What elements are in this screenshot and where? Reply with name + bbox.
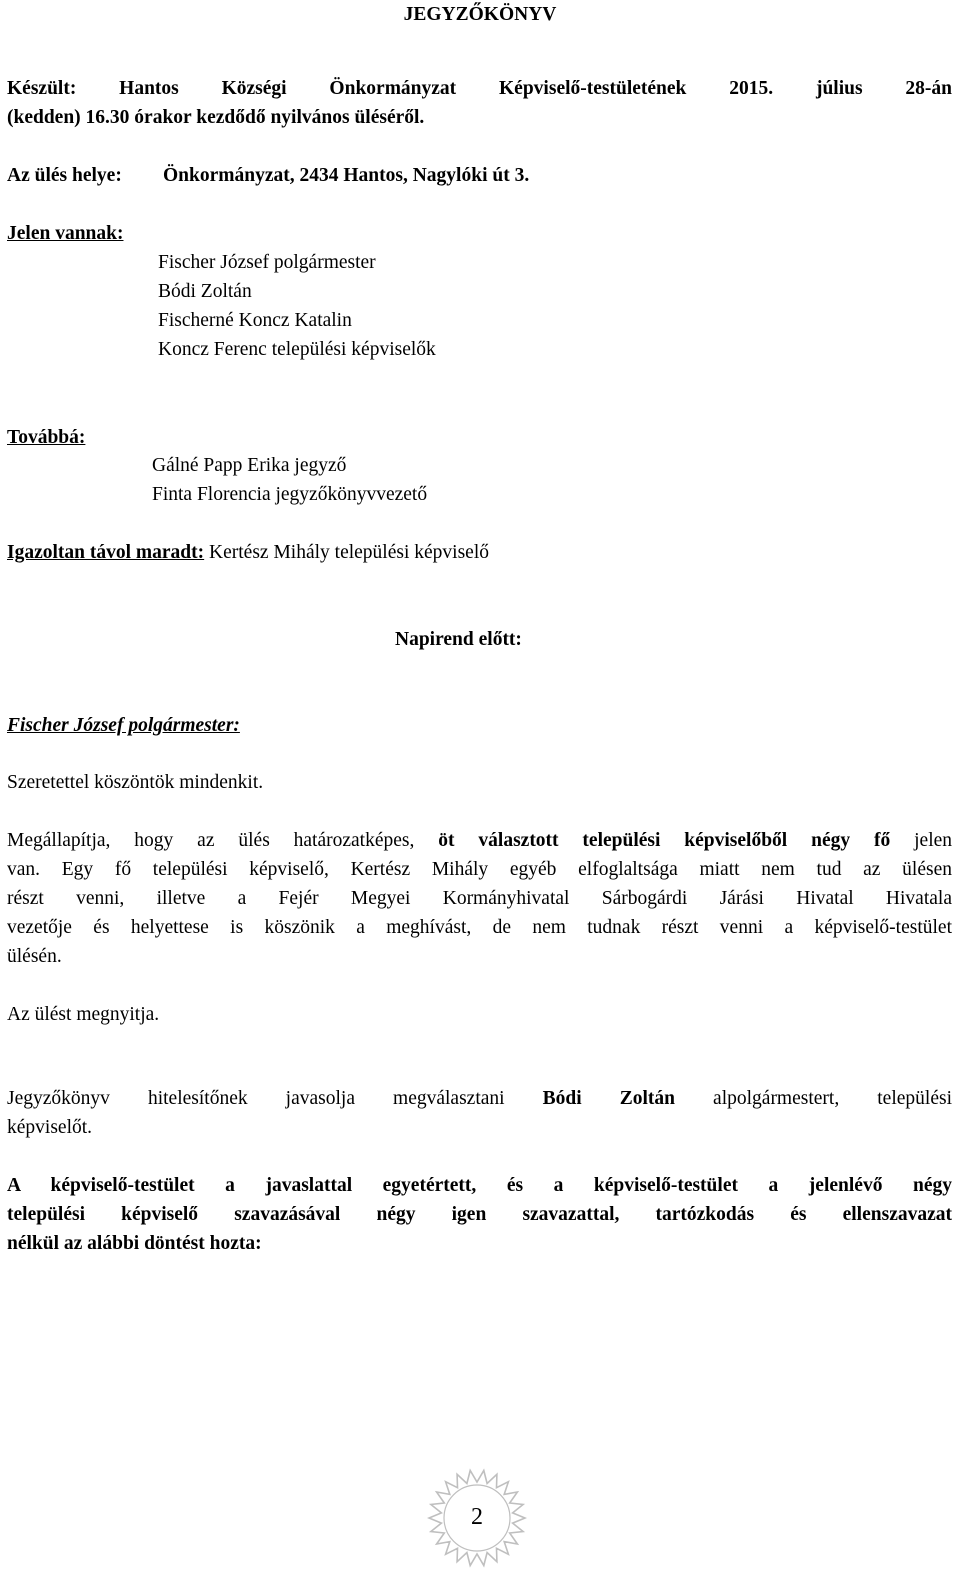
authenticator-name: Bódi Zoltán xyxy=(542,1088,675,1109)
venue-value: Önkormányzat, 2434 Hantos, Nagylóki út 3. xyxy=(163,165,530,186)
agenda-heading: Napirend előtt: xyxy=(395,629,522,650)
page-number-badge xyxy=(427,1468,527,1568)
present-name: Koncz Ferenc települési képviselők xyxy=(158,339,436,360)
absent-line xyxy=(7,538,489,567)
present-name: Fischerné Koncz Katalin xyxy=(158,310,352,331)
also-present-name: Gálné Papp Erika jegyző xyxy=(152,455,347,476)
decision-line-3: nélkül az alábbi döntést hozta: xyxy=(7,1233,262,1254)
absent-value: Kertész Mihály települési képviselő xyxy=(209,542,489,563)
authenticator-line-1 xyxy=(7,1084,952,1113)
authenticator-line-2: képviselőt. xyxy=(7,1117,93,1138)
quorum-line-2: van. Egy fő települési képviselő, Kertész Mihály egyéb elfoglaltsága miatt nem tud az ülésen xyxy=(7,859,952,880)
greeting-text: Szeretettel köszöntök mindenkit. xyxy=(7,772,264,793)
speaker-label: Fischer József polgármester: xyxy=(7,715,240,736)
quorum-line-5: ülésén. xyxy=(7,946,62,967)
authenticator-role: alpolgármestert, települési xyxy=(713,1088,952,1109)
present-name: Fischer József polgármester xyxy=(158,252,376,273)
intro-text: Hantos Községi Önkormányzat Képviselő-testületének 2015. július 28-án xyxy=(119,78,952,99)
present-name: Bódi Zoltán xyxy=(158,281,252,302)
page-number: 2 xyxy=(471,1504,483,1530)
also-present-label: Továbbá: xyxy=(7,427,86,448)
authenticator-text: Jegyzőkönyv hitelesítőnek javasolja megválasztani xyxy=(7,1088,505,1109)
quorum-emphasis: öt választott települési képviselőből négy fő xyxy=(438,830,891,851)
quorum-line-4: vezetője és helyettese is köszönik a meghívást, de nem tudnak részt venni a képviselő-testület xyxy=(7,917,952,938)
quorum-line-1 xyxy=(7,826,952,855)
intro-label: Készült: xyxy=(7,78,77,99)
opening-text: Az ülést megnyitja. xyxy=(7,1004,160,1025)
intro-line-1 xyxy=(7,74,952,103)
decision-line-1: A képviselő-testület a javaslattal egyetértett, és a képviselő-testület a jelenlévő négy xyxy=(7,1175,952,1196)
present-label: Jelen vannak: xyxy=(7,223,124,244)
quorum-text: Megállapítja, hogy az ülés határozatképes, xyxy=(7,830,415,851)
quorum-line-3: részt venni, illetve a Fejér Megyei Kormányhivatal Sárbogárdi Járási Hivatal Hivatala xyxy=(7,888,952,909)
also-present-name: Finta Florencia jegyzőkönyvvezető xyxy=(152,484,428,505)
absent-label: Igazoltan távol maradt: xyxy=(7,542,205,563)
venue-label: Az ülés helye: xyxy=(7,165,122,186)
intro-line-2: (kedden) 16.30 órakor kezdődő nyilvános üléséről. xyxy=(7,107,425,128)
quorum-text-end: jelen xyxy=(914,830,953,851)
decision-line-2: települési képviselő szavazásával négy igen szavazattal, tartózkodás és ellenszavazat xyxy=(7,1204,952,1225)
document-title: JEGYZŐKÖNYV xyxy=(403,4,557,25)
